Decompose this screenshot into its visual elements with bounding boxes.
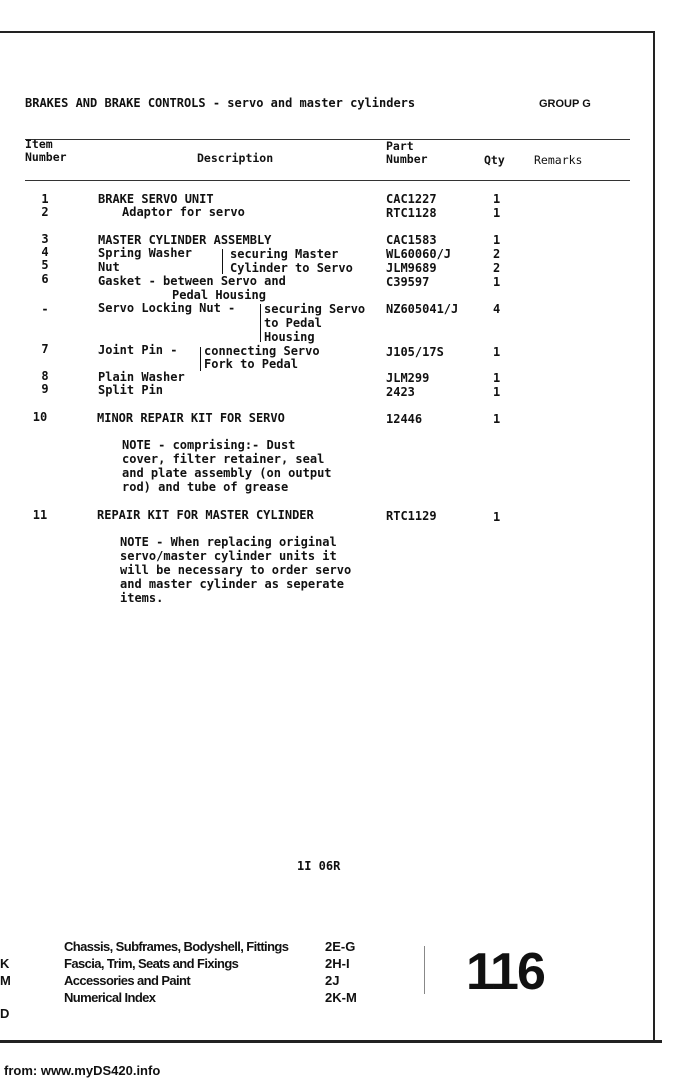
table-row-desc: Adaptor for servo [122,205,245,219]
table-row-item: 11 [32,508,48,522]
table-row-qty: 1 [493,206,501,220]
table-row-desc: Plain Washer [98,370,185,384]
table-row-desc: BRAKE SERVO UNIT [98,192,214,206]
table-row-part: 12446 [386,412,423,426]
table-row-desc-bracket: connecting Servo [204,344,320,358]
table-row-item: - [41,302,49,316]
table-row-desc-bracket: Housing [264,330,315,344]
col-remarks-head: Remarks [534,153,583,167]
col-item-head-1: Item [25,137,53,151]
table-row-qty: 2 [493,261,501,275]
table-row-item: 1 [41,192,49,206]
table-row-qty: 4 [493,302,501,316]
table-row-item: 6 [41,272,49,286]
group-label: GROUP G [539,98,591,110]
table-row-desc: Split Pin [98,383,164,397]
table-row-desc: MASTER CYLINDER ASSEMBLY [98,233,272,247]
table-row-part: RTC1128 [386,206,437,220]
page-code: 1I 06R [297,859,341,873]
col-part-head-2: Number [386,152,428,166]
col-part-head-1: Part [386,139,414,153]
table-row-part: JLM9689 [386,261,437,275]
table-row-qty: 1 [493,385,501,399]
index-code: 2E-G [325,939,356,954]
note-line: NOTE - When replacing original [120,535,337,549]
note-line: and plate assembly (on output [122,466,332,480]
table-row-desc-cont: Pedal Housing [172,288,266,302]
note-line: servo/master cylinder units it [120,549,337,563]
index-label: Fascia, Trim, Seats and Fixings [64,956,239,971]
table-row-part: J105/17S [386,345,444,359]
table-row-qty: 1 [493,233,501,247]
table-row-part: NZ605041/J [386,302,459,316]
table-row-item: 7 [41,342,49,356]
header-rule-top [25,139,630,140]
table-row-qty: 1 [493,371,501,385]
bracket-line [222,249,223,274]
note-line: cover, filter retainer, seal [122,452,325,466]
table-row-desc: Servo Locking Nut - [98,301,236,315]
table-row-part: CAC1583 [386,233,437,247]
index-code: 2J [325,973,340,988]
table-row-qty: 1 [493,412,501,426]
table-row-part: 2423 [386,385,415,399]
table-row-part: WL60060/J [386,247,452,261]
note-line: will be necessary to order servo [120,563,352,577]
table-row-desc-bracket: securing Servo [264,302,366,316]
page-border-top [0,31,655,33]
index-code: 2H-I [325,956,350,971]
table-row-desc: Joint Pin - [98,343,178,357]
page-title: BRAKES AND BRAKE CONTROLS - servo and master cylinders [25,96,416,110]
edge-letter: D [0,1006,10,1021]
table-row-part: CAC1227 [386,192,437,206]
bracket-line [260,304,261,342]
index-label: Numerical Index [64,990,156,1005]
note-line: and master cylinder as seperate [120,577,344,591]
col-qty-head: Qty [484,153,505,167]
table-row-desc-bracket: to Pedal [264,316,322,330]
table-row-item: 10 [32,410,48,424]
table-row-item: 3 [41,232,49,246]
table-row-item: 5 [41,258,49,272]
table-row-item: 4 [41,245,49,259]
table-row-qty: 1 [493,275,501,289]
table-row-desc: Spring Washer [98,246,192,260]
table-row-desc: MINOR REPAIR KIT FOR SERVO [97,411,285,425]
table-row-desc-bracket: Fork to Pedal [204,357,298,371]
table-row-desc: Gasket - between Servo and [98,274,286,288]
table-row-desc: REPAIR KIT FOR MASTER CYLINDER [97,508,314,522]
table-row-item: 8 [41,369,49,383]
table-row-part: C39597 [386,275,430,289]
table-row-part: JLM299 [386,371,430,385]
table-row-qty: 1 [493,510,501,524]
index-label: Chassis, Subframes, Bodyshell, Fittings [64,939,289,954]
fiche-number: 116 [466,943,544,1001]
table-row-desc-bracket: Cylinder to Servo [230,261,353,275]
table-row-qty: 1 [493,192,501,206]
header-rule-bottom [25,180,630,181]
fiche-bracket [424,946,425,994]
table-row-desc-bracket: securing Master [230,247,339,261]
note-line: rod) and tube of grease [122,480,289,494]
table-row-item: 2 [41,205,49,219]
table-row-part: RTC1129 [386,509,437,523]
table-row-item: 9 [41,382,49,396]
bracket-line [200,347,201,371]
table-row-qty: 1 [493,345,501,359]
edge-letter: M [0,973,11,988]
table-row-desc: Nut [98,260,120,274]
note-line: NOTE - comprising:- Dust [122,438,296,452]
edge-letter: K [0,956,10,971]
page-border-bottom [0,1040,662,1043]
note-line: items. [120,591,164,605]
footer-source: from: www.myDS420.info [4,1063,161,1078]
table-row-qty: 2 [493,247,501,261]
page-border-right [653,31,655,1041]
index-code: 2K-M [325,990,357,1005]
index-label: Accessories and Paint [64,973,191,988]
col-description-head: Description [197,151,274,165]
col-item-head-2: Number [25,150,67,164]
